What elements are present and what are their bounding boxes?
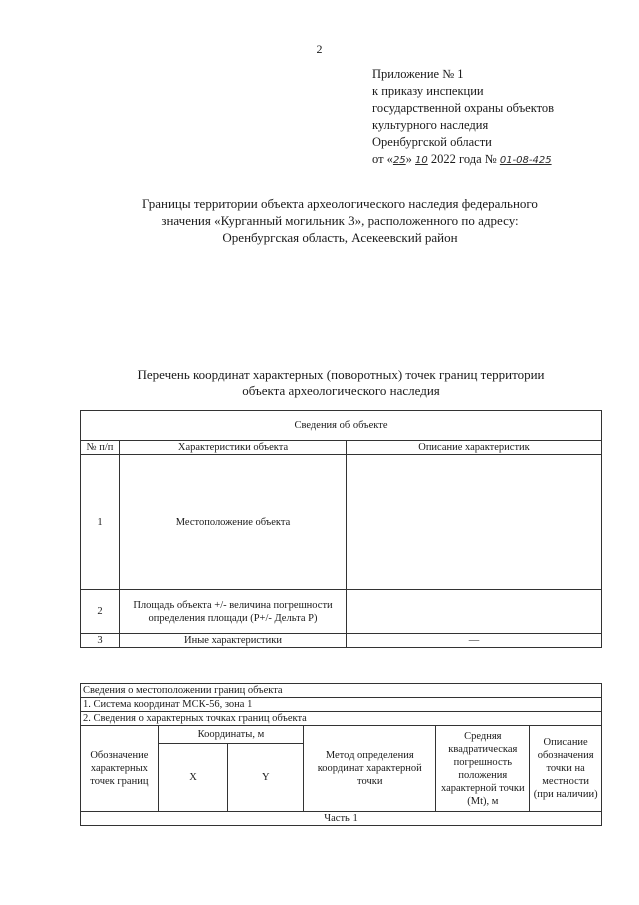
handwritten-order-number: 01-08-425 xyxy=(499,155,552,166)
column-header-description: Описание характеристик xyxy=(347,441,602,455)
year-text: 2022 года № xyxy=(430,152,497,166)
title-line: Оренбургская область, Асекеевский район xyxy=(222,230,458,245)
part-row: Часть 1 xyxy=(81,812,602,826)
object-info-table xyxy=(80,410,602,648)
order-date-line xyxy=(372,151,554,169)
column-header-characteristic: Характеристики объекта xyxy=(120,441,347,455)
row-description xyxy=(347,590,602,634)
row-characteristic: Местоположение объекта xyxy=(120,455,347,590)
list-title-line: Перечень координат характерных (поворотных) точек границ территории xyxy=(137,367,545,382)
column-header-error: Средняя квадратическая погрешность положения характерной точки (Mt), м xyxy=(436,726,530,812)
title-line: Границы территории объекта археологического наследия федерального xyxy=(142,196,538,211)
column-header-number: № п/п xyxy=(81,441,120,455)
handwritten-day: 25 xyxy=(392,155,406,166)
row-description: — xyxy=(347,634,602,648)
appendix-line: Оренбургской области xyxy=(372,135,492,149)
table-row xyxy=(81,455,602,590)
appendix-block xyxy=(372,66,554,169)
row-description xyxy=(347,455,602,590)
title-line: значения «Курганный могильник 3», расположенного по адресу: xyxy=(161,213,519,228)
date-prefix: от « xyxy=(372,152,393,166)
characteristic-points-row: 2. Сведения о характерных точках границ объекта xyxy=(81,712,602,726)
column-header-x: X xyxy=(158,744,228,812)
coordinate-system-row: 1. Система координат МСК-56, зона 1 xyxy=(81,698,602,712)
row-characteristic: Иные характеристики xyxy=(120,634,347,648)
table-header: Сведения об объекте xyxy=(81,411,602,441)
row-number: 1 xyxy=(81,455,120,590)
row-number: 3 xyxy=(81,634,120,648)
appendix-line: к приказу инспекции xyxy=(372,84,484,98)
table-row xyxy=(81,590,602,634)
appendix-line: культурного наследия xyxy=(372,118,489,132)
page-number: 2 xyxy=(316,42,323,56)
appendix-line: государственной охраны объектов xyxy=(372,101,555,115)
column-header-designation: Обозначение характерных точек границ xyxy=(81,726,159,812)
column-header-coordinates: Координаты, м xyxy=(158,726,303,744)
appendix-line: Приложение № 1 xyxy=(372,67,464,81)
column-header-point-description: Описание обозначения точки на местности (при наличии) xyxy=(530,726,602,812)
document-title xyxy=(60,195,620,246)
list-title xyxy=(80,367,602,399)
row-characteristic: Площадь объекта +/- величина погрешности определения площади (Р+/- Дельта Р) xyxy=(120,590,347,634)
location-info-row: Сведения о местоположении границ объекта xyxy=(81,684,602,698)
row-number: 2 xyxy=(81,590,120,634)
date-mid: » xyxy=(405,152,412,166)
column-header-method: Метод определения координат характерной точки xyxy=(304,726,436,812)
table-row xyxy=(81,634,602,648)
list-title-line: объекта археологического наследия xyxy=(242,383,440,398)
column-header-y: Y xyxy=(228,744,304,812)
handwritten-month: 10 xyxy=(415,155,428,166)
boundary-coordinates-table xyxy=(80,683,602,826)
